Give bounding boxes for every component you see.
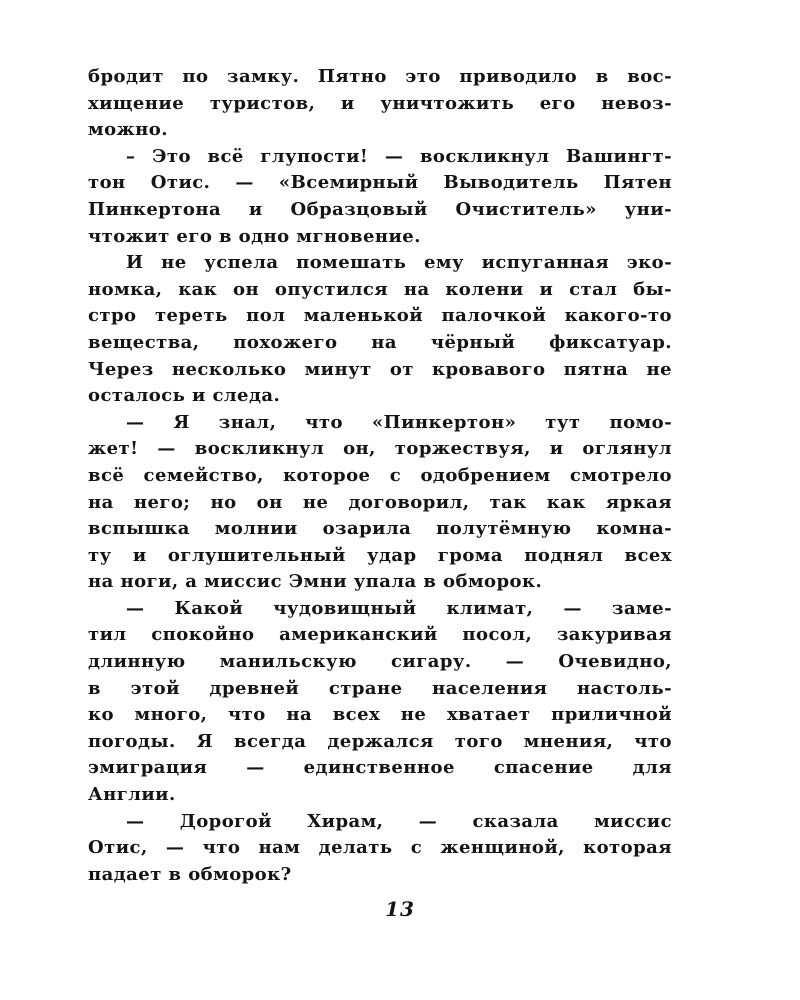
- text-line: можно.: [88, 119, 168, 141]
- text-line: хищение туристов, и уничтожить его невоз-: [88, 92, 672, 114]
- text-line: жет! — воскликнул он, торжествуя, и оглянул: [88, 438, 672, 460]
- text-line: – Это всё глупости! — воскликнул Вашингт-: [126, 145, 672, 167]
- text-line: вспышка молнии озарила полутёмную комна-: [88, 518, 672, 540]
- text-line: осталось и следа.: [88, 385, 281, 407]
- text-line: номка, как он опустился на колени и стал бы-: [88, 278, 672, 300]
- text-line: ту и оглушительный удар грома поднял всех: [88, 544, 672, 566]
- text-line: вещества, похожего на чёрный фиксатуар.: [88, 331, 672, 353]
- page-number: 13: [385, 897, 415, 921]
- text-line: тил спокойно американский посол, закуривая: [88, 624, 672, 646]
- text-line: стро тереть пол маленькой палочкой какого-то: [88, 305, 672, 327]
- text-line: Через несколько минут от кровавого пятна не: [88, 358, 672, 380]
- text-line: всё семейство, которое с одобрением смотрело: [88, 464, 672, 486]
- text-line: Англии.: [88, 784, 176, 806]
- text-line: падает в обморок?: [88, 863, 292, 885]
- text-line: эмиграция — единственное спасение для: [88, 757, 672, 779]
- text-line: чтожит его в одно мгновение.: [88, 225, 421, 247]
- text-line: — Какой чудовищный климат, — заме-: [126, 597, 672, 619]
- text-line: на него; но он не договорил, так как яркая: [88, 491, 672, 513]
- text-line: — Я знал, что «Пинкертон» тут помо-: [126, 411, 672, 433]
- text-line: в этой древней стране населения настоль-: [88, 677, 672, 699]
- text-line: Отис, — что нам делать с женщиной, которая: [88, 837, 672, 859]
- text-line: ко много, что на всех не хватает приличной: [88, 704, 672, 726]
- text-line: длинную манильскую сигару. — Очевидно,: [88, 651, 672, 673]
- text-line: на ноги, а миссис Эмни упала в обморок.: [88, 571, 543, 593]
- text-line: погоды. Я всегда держался того мнения, что: [88, 730, 672, 752]
- text-line: И не успела помешать ему испуганная эко-: [126, 252, 672, 274]
- text-line: — Дорогой Хирам, — сказала миссис: [126, 810, 672, 832]
- text-line: Пинкертона и Образцовый Очиститель» уни-: [88, 198, 672, 220]
- text-line: бродит по замку. Пятно это приводило в вос-: [88, 66, 672, 87]
- page-text: [88, 64, 672, 888]
- text-line: тон Отис. — «Всемирный Выводитель Пятен: [88, 172, 672, 194]
